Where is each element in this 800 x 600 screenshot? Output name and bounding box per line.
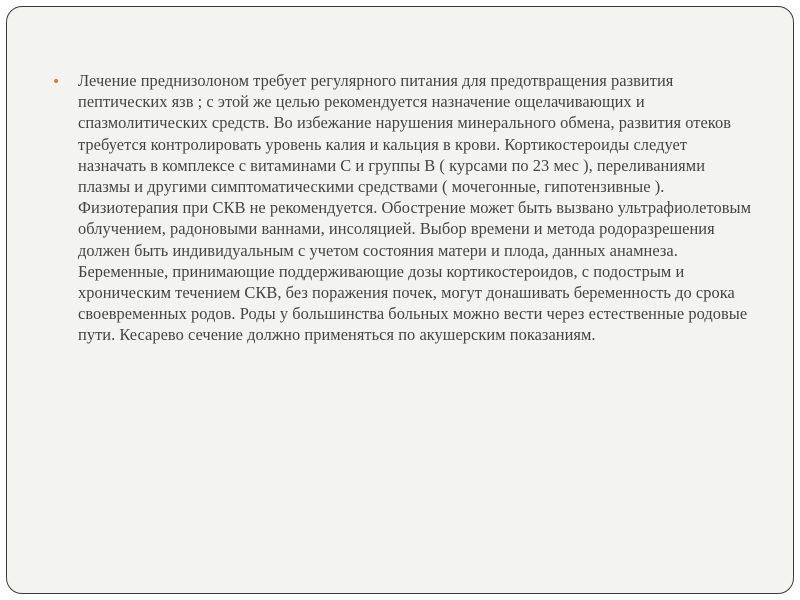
slide-content [52,70,756,346]
bullet-paragraph [52,70,756,346]
bullet-icon: • [52,74,61,90]
paragraph-text: Лечение преднизолоном требует регулярного питания для предотвращения развития пептических язв ; с этой же целью рекомендуется назначение ощелачивающих и спазмолитических средств. Во избежание нарушения минерального обмена, развития отеков требуется контролировать уровень калия и кальция в крови. Кортикостероиды следует назначать в комплексе с витаминами С и группы В ( курсами по 23 мес ), переливаниями плазмы и другими симптоматическими средствами ( мочегонные, гипотензивные ). Физиотерапия при СКВ не рекомендуется. Обострение может быть вызвано ультрафиолетовым облучением, радоновыми ваннами, инсоляцией. Выбор времени и метода родоразрешения должен быть индивидуальным с учетом состояния матери и плода, данных анамнеза. Беременные, принимающие поддерживающие дозы кортикостероидов, с подострым и хроническим течением СКВ, без поражения почек, могут донашивать беременность до срока своевременных родов. Роды у большинства больных можно вести через естественные родовые пути. Кесарево сечение должно применяться по акушерским показаниям. [78,71,752,345]
